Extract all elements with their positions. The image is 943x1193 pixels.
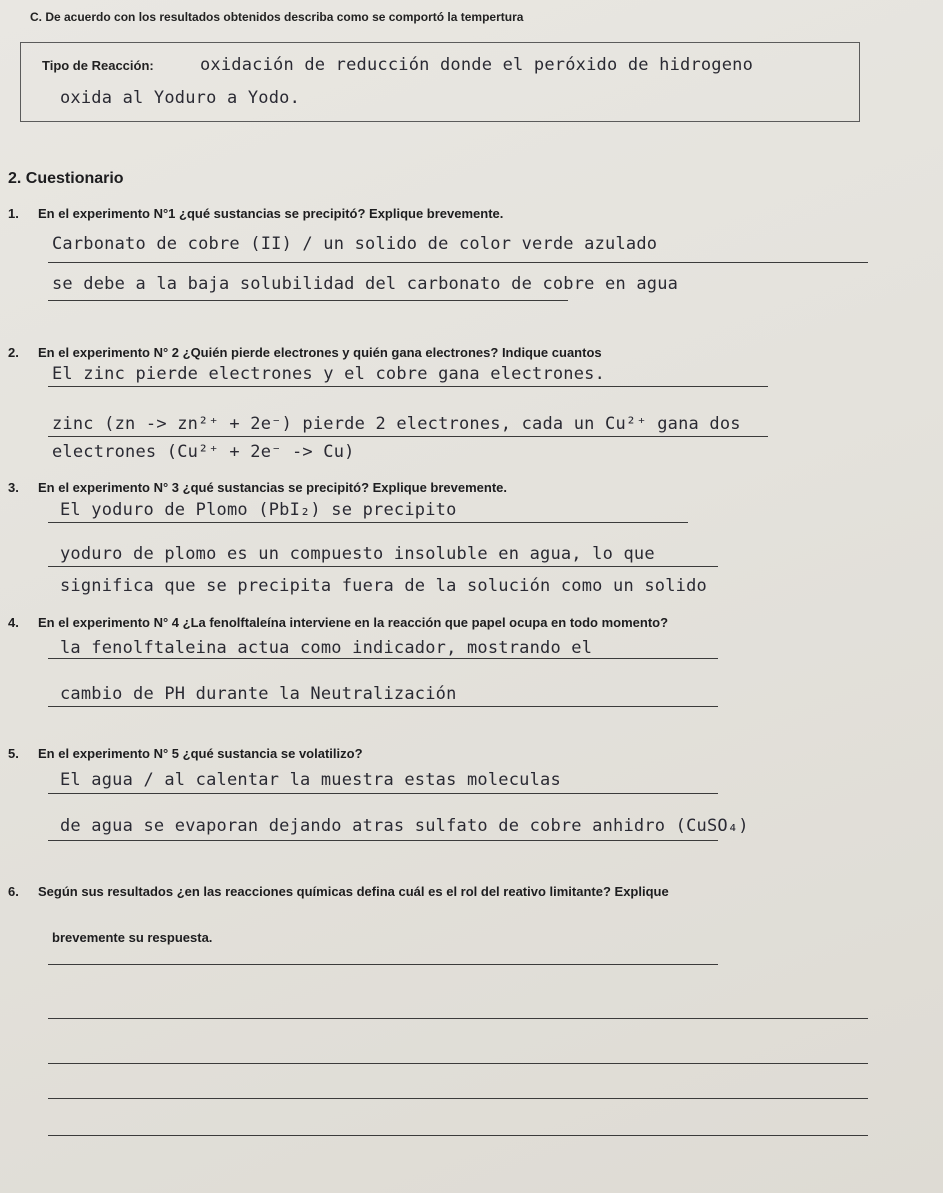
q2-answer-3: electrones (Cu²⁺ + 2e⁻ -> Cu) (52, 442, 355, 462)
q3-answer-3: significa que se precipita fuera de la solución como un solido (60, 576, 707, 596)
reaction-type-label: Tipo de Reacción: (42, 58, 154, 73)
question-5 (8, 746, 363, 761)
question-6 (8, 884, 669, 899)
answer-line (48, 262, 868, 263)
q5-answer-1: El agua / al calentar la muestra estas moleculas (60, 770, 561, 790)
reaction-box (20, 42, 860, 122)
answer-line (48, 386, 768, 387)
question-number: 2. (8, 345, 19, 360)
question-number: 4. (8, 615, 19, 630)
answer-line (48, 1063, 868, 1064)
question-number: 6. (8, 884, 19, 899)
question-number: 1. (8, 206, 19, 221)
q1-answer-2: se debe a la baja solubilidad del carbonato de cobre en agua (52, 274, 679, 294)
question-text: En el experimento N° 4 ¿La fenolftaleína interviene en la reacción que papel ocupa en todo momento? (38, 615, 669, 630)
answer-line (48, 436, 768, 437)
q3-answer-1: El yoduro de Plomo (PbI₂) se precipito (60, 500, 457, 520)
q4-answer-1: la fenolftaleina actua como indicador, mostrando el (60, 638, 593, 658)
q5-answer-2: de agua se evaporan dejando atras sulfato de cobre anhidro (CuSO₄) (60, 816, 749, 836)
question-text: En el experimento N° 3 ¿qué sustancias se precipitó? Explique brevemente. (38, 480, 508, 495)
answer-line (48, 1018, 868, 1019)
questionnaire-title: 2. Cuestionario (8, 170, 124, 187)
question-1 (8, 206, 503, 221)
answer-line (48, 1135, 868, 1136)
reaction-answer-line-1: oxidación de reducción donde el peróxido de hidrogeno (200, 55, 754, 75)
question-3 (8, 480, 507, 495)
reaction-answer-line-2: oxida al Yoduro a Yodo. (60, 88, 301, 108)
q4-answer-2: cambio de PH durante la Neutralización (60, 684, 457, 704)
question-text: En el experimento N°1 ¿qué sustancias se precipitó? Explique brevemente. (38, 206, 504, 221)
answer-line (48, 706, 718, 707)
question-number: 5. (8, 746, 19, 761)
question-text: En el experimento N° 2 ¿Quién pierde electrones y quién gana electrones? Indique cuantos (38, 345, 602, 360)
question-6-continuation: brevemente su respuesta. (52, 930, 213, 945)
question-number: 3. (8, 480, 19, 495)
answer-line (48, 1098, 868, 1099)
question-text: Según sus resultados ¿en las reacciones químicas defina cuál es el rol del reativo limitante? Explique (38, 884, 669, 899)
question-4 (8, 615, 668, 630)
answer-line (48, 300, 568, 301)
answer-line (48, 566, 718, 567)
question-2 (8, 345, 602, 360)
answer-line (48, 658, 718, 659)
answer-line (48, 522, 688, 523)
section-c-heading: C. De acuerdo con los resultados obtenidos describa como se comportó la tempertura (30, 10, 524, 24)
q3-answer-2: yoduro de plomo es un compuesto insoluble en agua, lo que (60, 544, 655, 564)
q2-answer-2: zinc (zn -> zn²⁺ + 2e⁻) pierde 2 electrones, cada un Cu²⁺ gana dos (52, 414, 741, 434)
question-text: En el experimento N° 5 ¿qué sustancia se volatilizo? (38, 746, 363, 761)
answer-line (48, 964, 718, 965)
answer-line (48, 840, 718, 841)
q1-answer-1: Carbonato de cobre (II) / un solido de color verde azulado (52, 234, 658, 254)
q2-answer-1: El zinc pierde electrones y el cobre gana electrones. (52, 364, 606, 384)
answer-line (48, 793, 718, 794)
